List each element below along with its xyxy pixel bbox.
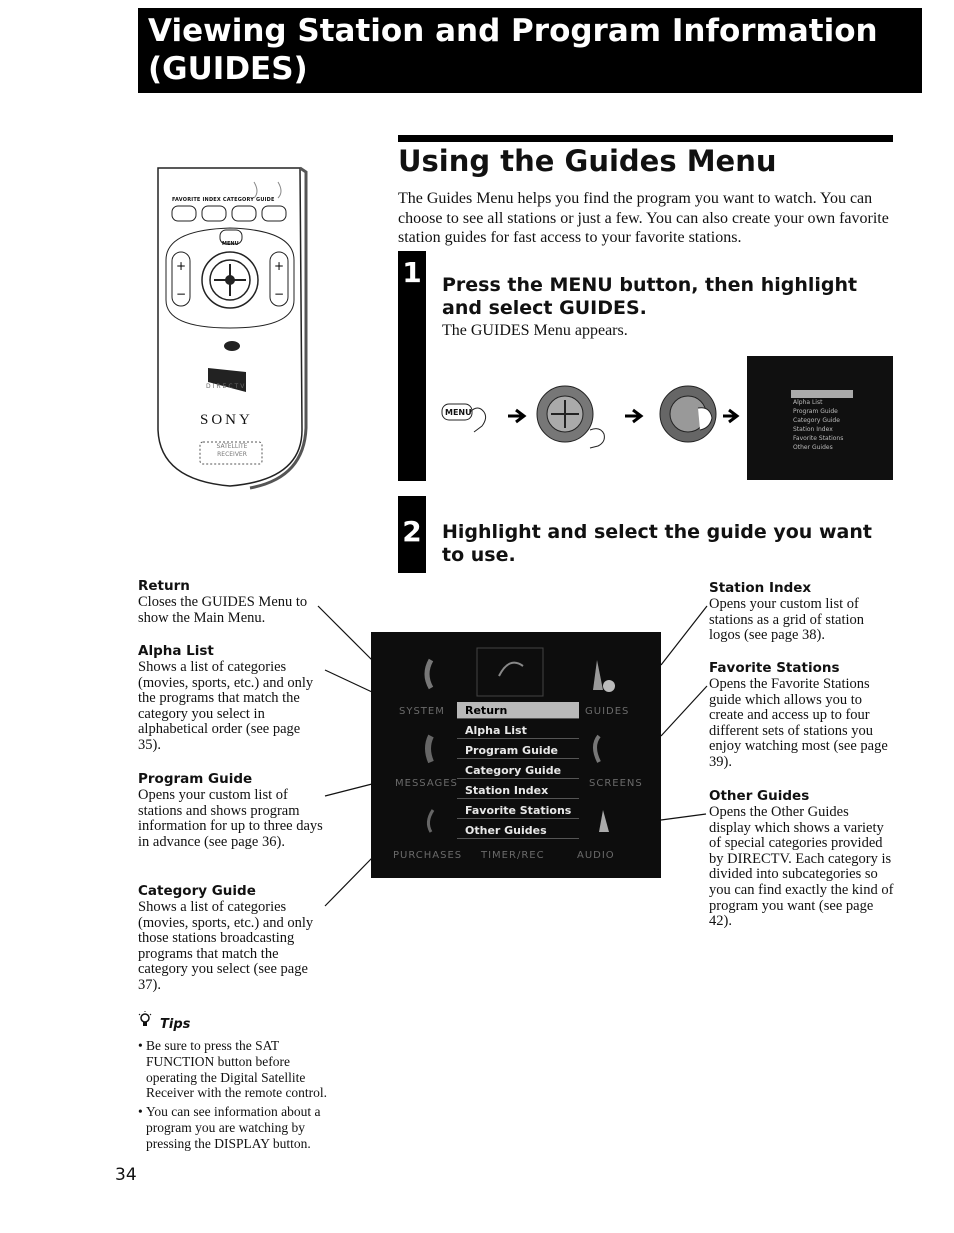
svg-text:+: + (273, 259, 285, 273)
thumbnail-item: Alpha List (793, 399, 823, 406)
remote-brand-sub: DIRECTV (206, 383, 247, 390)
page-header-title: Viewing Station and Program Information (GUIDES) (148, 13, 878, 87)
step-1-subtext: The GUIDES Menu appears. (442, 322, 628, 339)
thumbnail-item: Favorite Stations (793, 435, 844, 442)
tip-text: You can see information about a program you are watching by pressing the DISPLAY button. (146, 1104, 321, 1151)
thumbnail-item: Other Guides (793, 444, 833, 451)
menu-item-alpha-list[interactable]: Alpha List (457, 722, 579, 739)
tip-item: • You can see information about a program you are watching by pressing the DISPLAY button. (138, 1104, 343, 1151)
menu-item-station-index[interactable]: Station Index (457, 782, 579, 799)
section-title: Using the Guides Menu (398, 144, 777, 178)
tips-icon (138, 1010, 152, 1028)
background-label: MESSAGES (395, 778, 458, 789)
remote-menu-label: MENU (222, 241, 239, 247)
remote-label-category: CATEGORY (222, 197, 255, 203)
lightbulb-icon (138, 1010, 152, 1028)
background-label: AUDIO (577, 850, 615, 861)
menu-item-category-guide[interactable]: Category Guide (457, 762, 579, 779)
annotation-title: Favorite Stations (709, 660, 840, 676)
svg-text:−: − (273, 287, 285, 301)
annotation-body: Opens the Favorite Stations guide which allows you to create and access up to four different sets of stations you enjoy watching most (see page 39). (709, 676, 888, 770)
background-label: GUIDES (585, 706, 630, 717)
annotation-body: Opens your custom list of stations as a grid of station logos (see page 38). (709, 596, 865, 644)
tip-text: Be sure to press the SAT FUNCTION button before operating the Digital Satellite Receiver with the remote control. (146, 1038, 328, 1101)
section-intro: The Guides Menu helps you find the program you want to watch. You can choose to see all stations or just a few. You can also create your own favorite station guides for fast access to your favorite stations. (398, 190, 889, 246)
tip-item: • Be sure to press the SAT FUNCTION button before operating the Digital Satellite Receiver with the remote control. (138, 1038, 343, 1101)
annotation-title: Station Index (709, 580, 812, 596)
step-2-number: 2 (402, 515, 422, 548)
annotation-body: Opens the Other Guides display which shows a variety of special categories provided by DIRECTV. Each category is divided into subcategories so you can find exactly the kind of program you want (see page 42). (709, 804, 894, 930)
annotation-body: Closes the GUIDES Menu to show the Main Menu. (138, 594, 308, 626)
step-1-number: 1 (402, 256, 422, 289)
svg-text:+: + (175, 259, 187, 273)
remote-label-favorite: FAVORITE (172, 197, 201, 203)
background-label: SCREENS (589, 778, 643, 789)
tips-title: Tips (160, 1017, 191, 1032)
step-2-heading: Highlight and select the guide you want to use. (442, 521, 872, 566)
thumbnail-item: Category Guide (793, 417, 840, 424)
annotation-title: Program Guide (138, 771, 253, 787)
guides-menu-screen (371, 632, 661, 878)
annotation-title: Other Guides (709, 788, 810, 804)
menu-item-favorite-stations[interactable]: Favorite Stations (457, 802, 579, 819)
background-label: TIMER/REC (481, 850, 545, 861)
menu-button-label: MENU (445, 408, 472, 417)
step-1-heading: Press the MENU button, then highlight and select GUIDES. (442, 274, 858, 319)
tips-list (138, 1038, 343, 1152)
annotation-title: Return (138, 578, 190, 594)
background-label: SYSTEM (399, 706, 445, 717)
menu-item-program-guide[interactable]: Program Guide (457, 742, 579, 759)
annotation-body: Shows a list of categories (movies, sports, etc.) and only those stations broadcasting programs that match the category you select (see page 37). (138, 899, 314, 993)
svg-text:−: − (175, 287, 187, 301)
annotation-body: Opens your custom list of stations and shows program information for up to three days in advance (see page 36). (138, 787, 323, 850)
remote-brand-logo: SONY (200, 412, 253, 428)
menu-item-return[interactable]: Return (457, 702, 579, 719)
background-label: PURCHASES (393, 850, 463, 861)
thumbnail-item: Program Guide (793, 408, 838, 415)
remote-label-index: INDEX (202, 197, 221, 203)
page-number: 34 (115, 1165, 137, 1185)
menu-item-other-guides[interactable]: Other Guides (457, 822, 579, 839)
thumbnail-item: Station Index (793, 426, 833, 433)
remote-label-guide: GUIDE (256, 197, 275, 203)
annotation-body: Shows a list of categories (movies, sports, etc.) and only the programs that match the category you select in alphabetical order (see page 35). (138, 659, 314, 753)
annotation-title: Alpha List (138, 643, 214, 659)
annotation-title: Category Guide (138, 883, 256, 899)
remote-receiver-label: SATELLITE RECEIVER (216, 443, 248, 458)
